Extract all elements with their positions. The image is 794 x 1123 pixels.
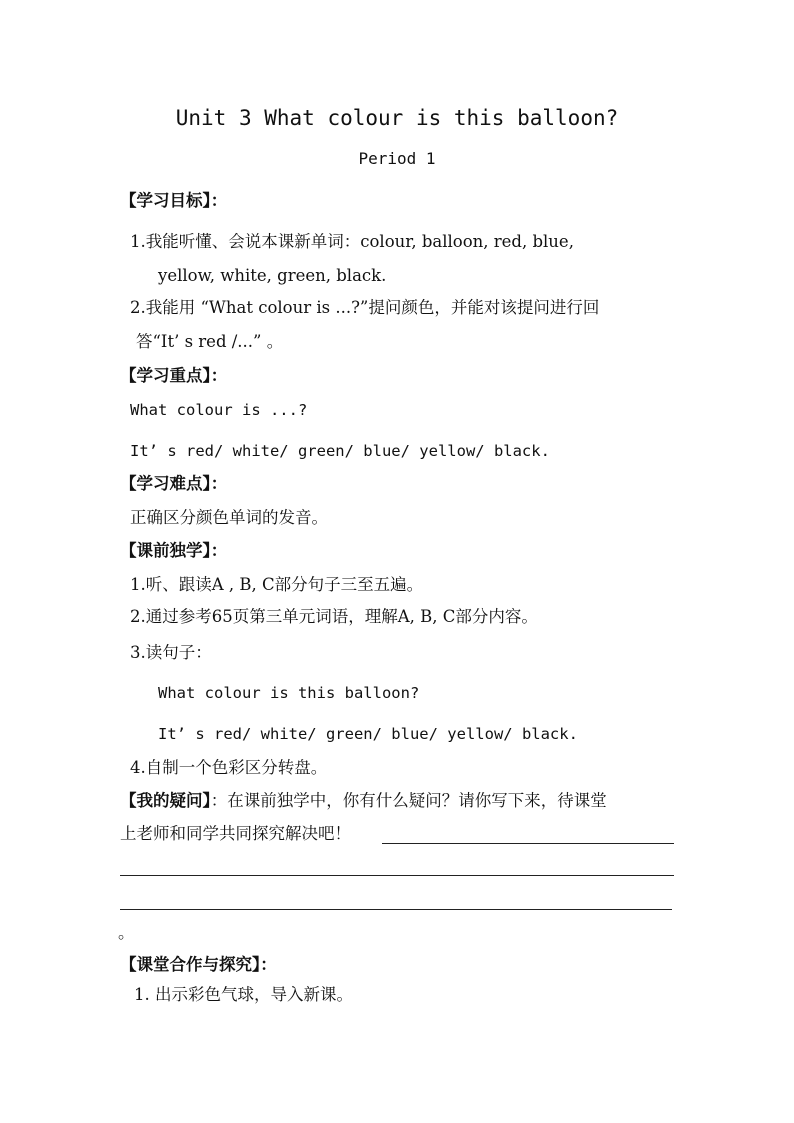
classroom-heading: 【课堂合作与探究】： (120, 955, 277, 974)
key-points-heading: 【学习重点】： (120, 366, 228, 385)
preview-item-2: 2.通过参考65页第三单元词语，理解A, B, C部分内容。 (130, 607, 538, 626)
preview-sentence-1: What colour is this balloon? (158, 684, 420, 702)
objective-item-2-line-1: 2.我能用 “What colour is ...?”提问颜色，并能对该提问进行回 (130, 298, 600, 317)
objective-item-1-line-2: yellow, white, green, black. (158, 266, 387, 285)
preview-item-1: 1.听、跟读A , B, C部分句子三至五遍。 (130, 575, 424, 594)
questions-heading: 【我的疑问】 (120, 791, 211, 810)
questions-text-line-1: ：在课前独学中，你有什么疑问？请你写下来，待课堂 (210, 791, 607, 810)
answer-blank-line-3[interactable] (120, 909, 672, 910)
questions-line-1 (120, 790, 607, 812)
difficulties-line-1: 正确区分颜色单词的发音。 (130, 508, 328, 527)
classroom-item-1: 1. 出示彩色气球，导入新课。 (134, 985, 353, 1004)
objectives-heading: 【学习目标】： (120, 191, 228, 210)
difficulties-heading: 【学习难点】： (120, 474, 228, 493)
questions-end-mark: 。 (118, 923, 135, 942)
questions-text-line-2: 上老师和同学共同探究解决吧！ (120, 824, 351, 843)
preview-item-3: 3.读句子： (130, 643, 212, 662)
key-points-line-2: It’ s red/ white/ green/ blue/ yellow/ black. (130, 442, 550, 460)
document-subtitle: Period 1 (358, 149, 436, 168)
preview-item-4: 4.自制一个色彩区分转盘。 (130, 758, 328, 777)
preview-sentence-2: It’ s red/ white/ green/ blue/ yellow/ black. (158, 725, 578, 743)
document-title: Unit 3 What colour is this balloon? (175, 106, 619, 130)
answer-blank-line-1[interactable] (382, 843, 674, 844)
preview-heading: 【课前独学】： (120, 541, 228, 560)
objective-item-1-line-1: 1.我能听懂、会说本课新单词：colour, balloon, red, blue, (130, 232, 574, 251)
answer-blank-line-2[interactable] (120, 875, 674, 876)
objective-item-2-line-2: 答“It’ s red /...” 。 (136, 332, 284, 351)
key-points-line-1: What colour is ...? (130, 401, 308, 419)
